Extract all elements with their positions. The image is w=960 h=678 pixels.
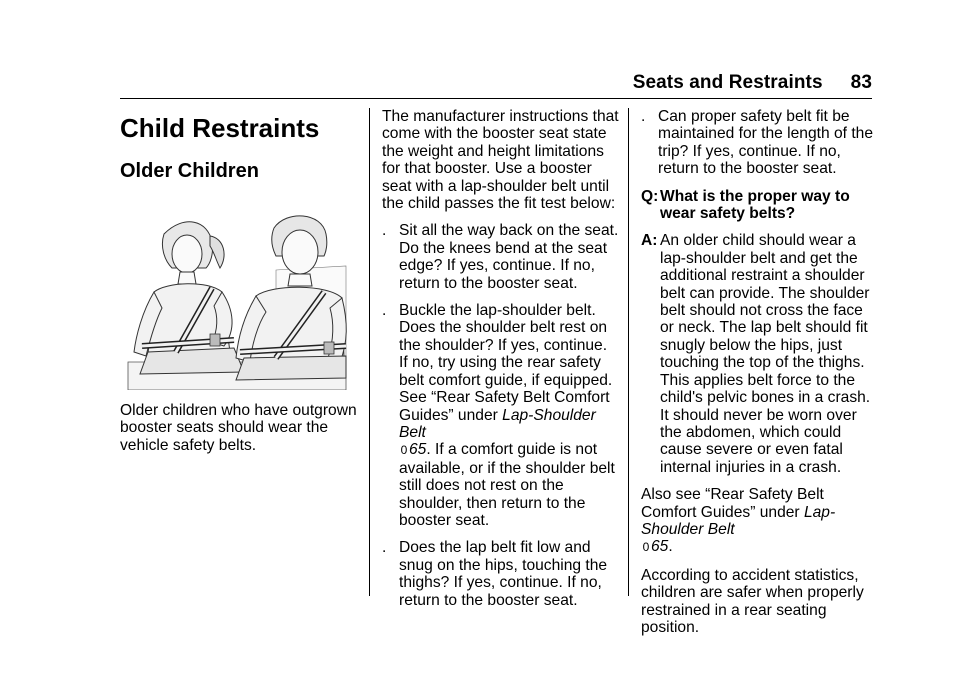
list-item [382, 539, 620, 609]
page-reference-icon: 0 [642, 540, 650, 555]
section-title: Child Restraints [120, 113, 320, 143]
question-text: What is the proper way to wear safety belts? [660, 187, 850, 223]
subsection-title: Older Children [120, 160, 259, 182]
bullet-mark: . [641, 108, 646, 125]
list-item-text: Can proper safety belt fit be maintained for the length of the trip? If yes, continue. If no, return to the booster seat. [658, 108, 873, 178]
list-item [641, 108, 873, 178]
list-item-text [399, 302, 620, 529]
bullet-mark: . [382, 539, 387, 557]
column-3 [641, 108, 873, 646]
question-mark-label: Q: [641, 187, 659, 205]
cross-reference-page[interactable]: 65 [409, 441, 427, 459]
paragraph-text-part: . [668, 538, 673, 556]
answer-mark-label: A: [641, 232, 658, 250]
column-1 [120, 108, 360, 464]
column-2 [382, 108, 620, 619]
column-divider-1 [369, 108, 370, 596]
header-rule [120, 98, 872, 99]
bullet-mark: . [382, 302, 387, 320]
cross-reference-page[interactable]: 65 [651, 538, 669, 556]
question [641, 188, 873, 223]
booster-intro-paragraph: The manufacturer instructions that come with the booster seat state the weight and height limitations for that booster. Use a booster seat with a lap-shoulder belt until the child passes the fit test below: [382, 108, 619, 213]
cross-reference[interactable]: Lap-Shoulder Belt [399, 406, 596, 441]
older-children-belt-illustration [126, 212, 348, 390]
list-item-text: Does the lap belt fit low and snug on the hips, touching the thighs? If yes, continue. If no, return to the booster seat. [399, 539, 608, 609]
list-item-text: Sit all the way back on the seat. Do the knees bend at the seat edge? If yes, continue. If no, return to the booster seat. [399, 222, 619, 292]
running-header [633, 72, 872, 94]
list-item-text-part: . If a comfort guide is not available, or if the shoulder belt still does not rest on the shoulder, then return to the booster seat. [399, 441, 615, 529]
list-item [382, 302, 620, 529]
cross-reference[interactable]: Lap-Shoulder Belt [641, 503, 836, 538]
list-item-text-part: Buckle the lap-shoulder belt. Does the shoulder belt rest on the shoulder? If yes, continue. If no, try using the rear safety belt comfort guide, if equipped. See “Rear Safety Belt Comfort Guides” under [399, 302, 613, 424]
list-item [382, 222, 620, 292]
page-reference-icon: 0 [400, 443, 408, 458]
answer-text: An older child should wear a lap-shoulder belt and get the additional restraint a shoulder belt can provide. The shoulder belt should not cross the face or neck. The lap belt should fit snugly below the hips, just touching the top of the thighs. This applies belt force to the child's pelvic bones in a crash. It should never be worn over the abdomen, which could cause severe or even fatal internal injuries in a crash. [660, 232, 871, 476]
header-section-title: Seats and Restraints [632, 72, 823, 93]
bullet-mark: . [382, 222, 387, 240]
column-divider-2 [628, 108, 629, 596]
illustration-caption: Older children who have outgrown booster seats should wear the vehicle safety belts. [120, 402, 357, 454]
paragraph-text-part: Also see “Rear Safety Belt Comfort Guides” under [641, 486, 824, 521]
page-number: 83 [850, 72, 872, 93]
also-see-paragraph [641, 486, 873, 557]
answer [641, 232, 873, 476]
statistics-paragraph: According to accident statistics, children are safer when properly restrained in a rear seating position. [641, 566, 864, 636]
